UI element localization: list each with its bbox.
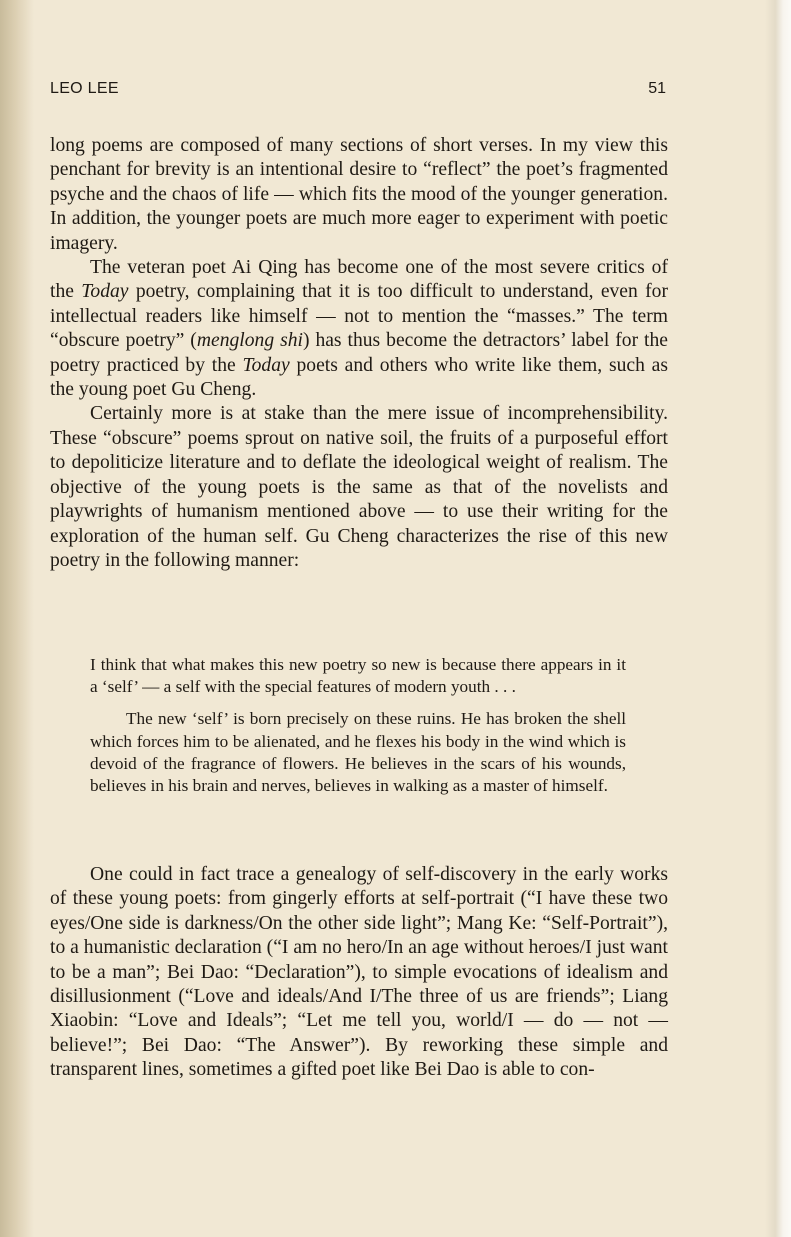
page-number: 51: [648, 80, 666, 97]
paragraph-2-text-4: poets and others who write like them, such as the young poet Gu Cheng.: [50, 354, 668, 401]
quote-paragraph-2: The new ‘self’ is born precisely on these ruins. He has broken the shell which forces him to be alienated, and he flexes his body in the wind which is devoid of the fragrance of flowers. He believes in the scars of his wounds, believes in his brain and nerves, believes in walking as a master of himself.: [90, 709, 626, 796]
page-header: [50, 80, 666, 104]
closing-paragraph: One could in fact trace a genealogy of self-discovery in the early works of these young poets: from gingerly efforts at self-portrait (“I have these two eyes/One side is darkness/On the other side light”; Mang Ke: “Self-Portrait”), to a humanistic declaration (“I am no hero/In an age without heroes/I just want to be a man”; Bei Dao: “Declaration”), to simple evocations of idealism and disillusionment (“Love and ideals/And I/The three of us are friends”; Liang Xiaobin: “Love and Ideals”; “Let me tell you, world/I — do — not — believe!”; Bei Dao: “The Answer”). By reworking these simple and transparent lines, sometimes a gifted poet like Bei Dao is able to con-: [50, 864, 668, 1081]
paragraph-1: long poems are composed of many sections of short verses. In my view this penchant for brevity is an intentional desire to “reflect” the poet’s fragmented psyche and the chaos of life — which fits the mood of the younger generation. In addition, the younger poets are much more eager to experiment with poetic imagery.: [50, 135, 668, 254]
body-text-top: [50, 134, 668, 573]
paragraph-3: Certainly more is at stake than the mere issue of incomprehensibility. These “obscure” poems sprout on native soil, the fruits of a purposeful effort to depoliticize literature and to deflate the ideological weight of realism. The objective of the young poets is the same as that of the novelists and playwrights of humanism mentioned above — to use their writing for the exploration of the human self. Gu Cheng characterizes the rise of this new poetry in the following manner:: [50, 403, 668, 571]
italic-menglong-shi: menglong shi: [196, 330, 303, 352]
italic-today-1: Today: [81, 281, 129, 303]
block-quote: [90, 654, 626, 797]
page-gutter-shadow: [0, 0, 34, 1237]
paragraph-2-text-1: The veteran poet Ai Qing has become one of the most severe critics of the: [50, 257, 668, 303]
quote-paragraph-1: I think that what makes this new poetry so new is because there appears in it a ‘self’ — a self with the special features of modern youth . . .: [90, 655, 626, 697]
italic-today-2: Today: [242, 354, 290, 376]
body-text-bottom: [50, 863, 668, 1083]
paragraph-2-text-3: ) has thus become the detractors’ label for the poetry practiced by the: [50, 330, 668, 376]
paragraph-2-text-2: poetry, complaining that it is too difficult to understand, even for intellectual readers like himself — not to mention the “masses.” The term “obscure poetry” (: [50, 281, 668, 352]
paragraph-2: [50, 256, 668, 402]
running-head: LEO LEE: [50, 80, 119, 97]
page-edge: [765, 0, 791, 1237]
